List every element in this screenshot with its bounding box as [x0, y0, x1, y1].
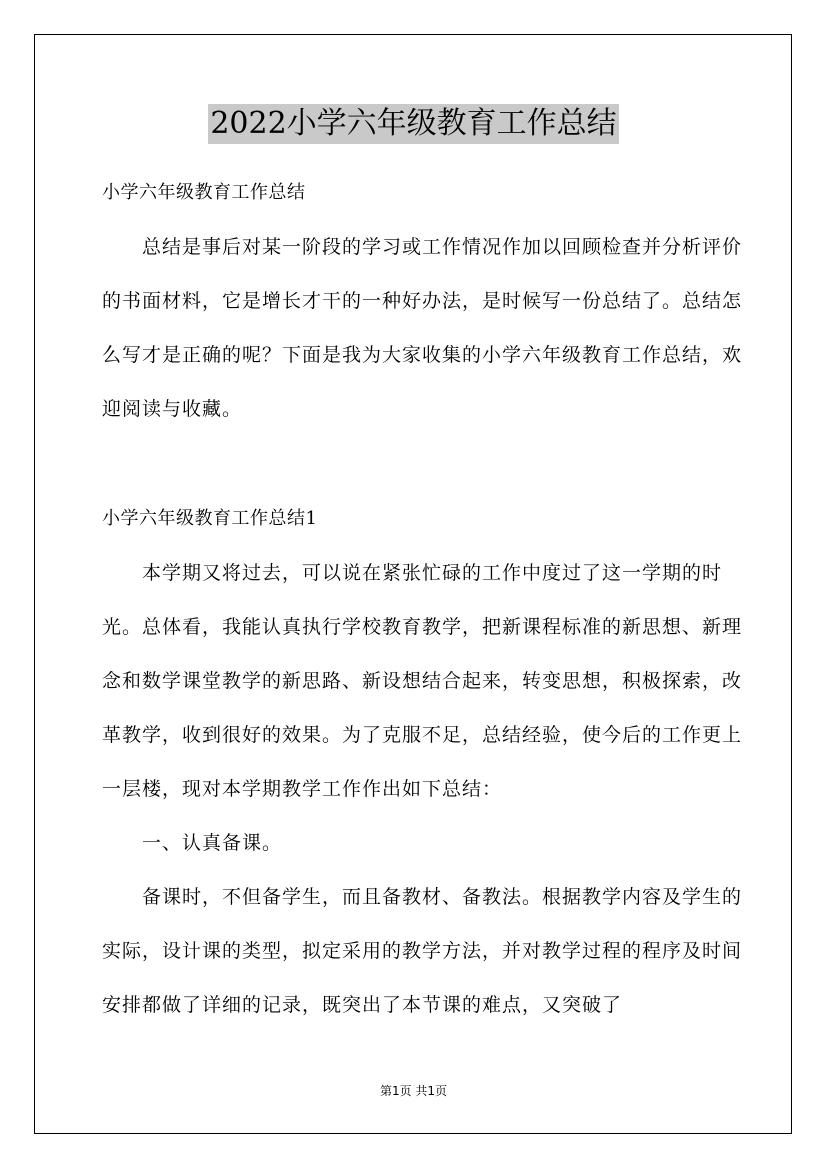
section-title: 小学六年级教育工作总结1 [102, 508, 318, 529]
intro-paragraph: 总结是事后对某一阶段的学习或工作情况作加以回顾检查并分析评价的书面材料，它是增长才干的一种好办法，是时候写一份总结了。总结怎么写才是正确的呢？下面是我为大家收集的小学六年级教育工作总结，欢迎阅读与收藏。 [102, 236, 743, 420]
body-paragraph-1: 本学期又将过去，可以说在紧张忙碌的工作中度过了这一学期的时光。总体看，我能认真执行学校教育教学，把新课程标准的新思想、新理念和数学课堂教学的新思路、新设想结合起来，转变思想，积极探索，改革教学，收到很好的效果。为了克服不足，总结经验，使今后的工作更上一层楼，现对本学期教学工作作出如下总结： [102, 562, 743, 800]
body-paragraph-2: 备课时，不但备学生，而且备教材、备教法。根据教学内容及学生的实际，设计课的类型，拟定采用的教学方法，并对教学过程的程序及时间安排都做了详细的记录，既突出了本节课的难点，又突破了 [102, 886, 743, 1016]
item-heading-1: 一、认真备课。 [142, 832, 283, 854]
document-subtitle: 小学六年级教育工作总结 [102, 182, 306, 203]
document-title: 2022小学六年级教育工作总结 [208, 104, 618, 144]
page-footer: 第1页 共1页 [379, 1084, 448, 1098]
title-container [0, 104, 827, 144]
